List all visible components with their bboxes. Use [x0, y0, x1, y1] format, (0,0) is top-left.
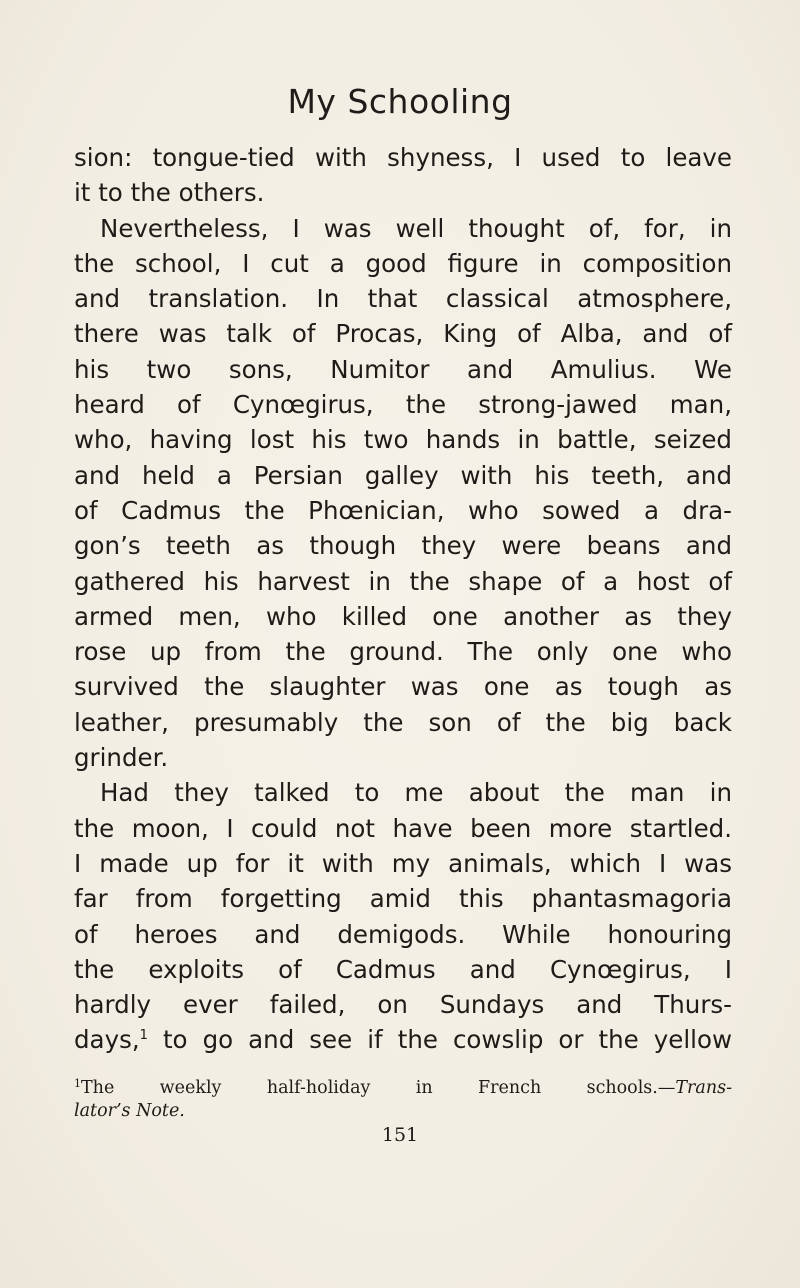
footnote-line-1: [74, 1077, 732, 1100]
text-line: there was talk of Procas, King of Alba, and of: [74, 319, 732, 349]
text-line: I made up for it with my animals, which I was: [74, 848, 732, 878]
text-line: armed men, who killed one another as they: [74, 601, 732, 631]
text-line-with-footnote-ref: [74, 1022, 732, 1057]
text-line: the exploits of Cadmus and Cynœgirus, I: [74, 954, 732, 984]
text-line: rose up from the ground. The only one who: [74, 637, 732, 667]
footnote-italic-continuation: lator’s Note.: [74, 1101, 185, 1121]
text-line: survived the slaughter was one as tough as: [74, 672, 732, 702]
text-line: it to the others.: [74, 178, 265, 208]
text-line: Nevertheless, I was well thought of, for, in: [100, 213, 732, 243]
footnote-line-2: [74, 1100, 732, 1123]
text-line: far from forgetting amid this phantasmagoria: [74, 884, 732, 914]
text-line: his two sons, Numitor and Amulius. We: [74, 354, 732, 384]
text-line: gathered his harvest in the shape of a host of: [74, 566, 732, 596]
text-before-ref: days,: [74, 1025, 140, 1055]
text-line: who, having lost his two hands in battle, seized: [74, 425, 732, 455]
text-line: heard of Cynœgirus, the strong-jawed man,: [74, 390, 732, 420]
page-number: 151: [381, 1124, 419, 1146]
footnote: [74, 1077, 732, 1123]
text-line: and held a Persian galley with his teeth, and: [74, 460, 732, 490]
footnote-text: The weekly half-holiday in French schools.—: [81, 1078, 676, 1098]
text-line: of heroes and demigods. While honouring: [74, 919, 732, 949]
footnote-italic-part: Trans-: [675, 1078, 732, 1098]
text-line: hardly ever failed, on Sundays and Thurs-: [74, 990, 732, 1020]
text-line: Had they talked to me about the man in: [100, 778, 732, 808]
text-line: grinder.: [74, 743, 169, 773]
text-line: leather, presumably the son of the big back: [74, 707, 732, 737]
text-line: of Cadmus the Phœnician, who sowed a dra-: [74, 495, 732, 525]
text-line: gon’s teeth as though they were beans and: [74, 531, 732, 561]
footnote-marker: 1: [74, 1077, 81, 1090]
text-line: and translation. In that classical atmosphere,: [74, 284, 732, 314]
text-after-ref: to go and see if the cowslip or the yellow: [147, 1025, 732, 1055]
running-head: My Schooling: [287, 82, 513, 121]
text-line: the moon, I could not have been more startled.: [74, 813, 732, 843]
text-line: the school, I cut a good figure in composition: [74, 248, 732, 278]
text-line: sion: tongue-tied with shyness, I used to leave: [74, 143, 732, 172]
body-text: [74, 140, 732, 1058]
footnote-reference: 1: [139, 1028, 148, 1044]
